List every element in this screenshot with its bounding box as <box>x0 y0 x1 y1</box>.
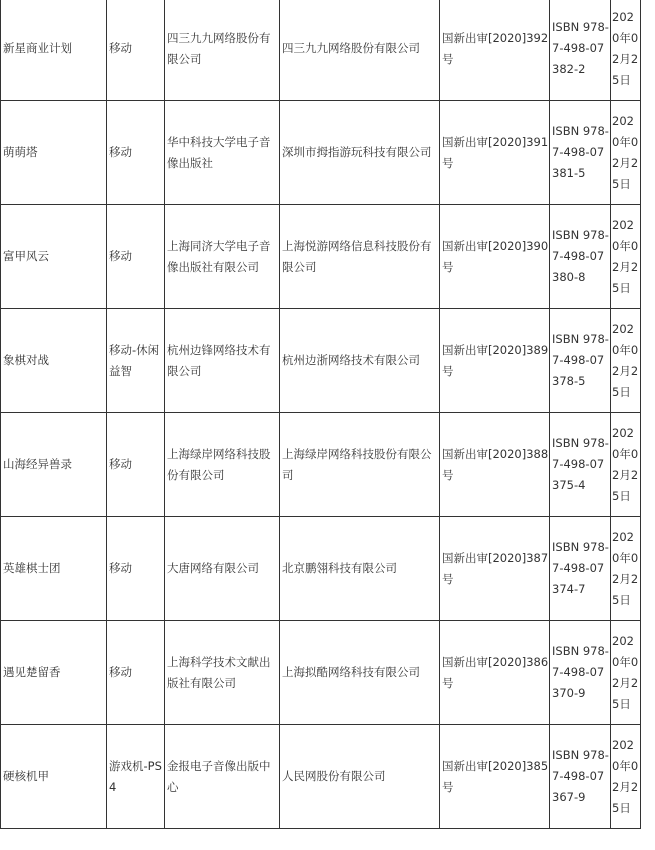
date-cell: 2020年02月25日 <box>611 725 641 829</box>
game-name-cell: 英雄棋士团 <box>1 517 107 621</box>
isbn-cell: ISBN 978-7-498-07370-9 <box>550 621 611 725</box>
approval-number-cell: 国新出审[2020]389号 <box>440 309 550 413</box>
isbn-cell: ISBN 978-7-498-07375-4 <box>550 413 611 517</box>
date-cell: 2020年02月25日 <box>611 101 641 205</box>
approval-number-cell: 国新出审[2020]392号 <box>440 0 550 101</box>
operator-cell: 上海绿岸网络科技股份有限公司 <box>280 413 440 517</box>
table-row <box>1 413 641 517</box>
publisher-cell: 金报电子音像出版中心 <box>165 725 280 829</box>
isbn-cell: ISBN 978-7-498-07382-2 <box>550 0 611 101</box>
approval-number-cell: 国新出审[2020]391号 <box>440 101 550 205</box>
operator-cell: 深圳市拇指游玩科技有限公司 <box>280 101 440 205</box>
game-name-cell: 山海经异兽录 <box>1 413 107 517</box>
platform-cell: 移动 <box>107 205 165 309</box>
date-cell: 2020年02月25日 <box>611 413 641 517</box>
publisher-cell: 上海同济大学电子音像出版社有限公司 <box>165 205 280 309</box>
operator-cell: 四三九九网络股份有限公司 <box>280 0 440 101</box>
operator-cell: 上海悦游网络信息科技股份有限公司 <box>280 205 440 309</box>
game-name-cell: 象棋对战 <box>1 309 107 413</box>
isbn-cell: ISBN 978-7-498-07374-7 <box>550 517 611 621</box>
approval-number-cell: 国新出审[2020]390号 <box>440 205 550 309</box>
table-row <box>1 621 641 725</box>
approval-number-cell: 国新出审[2020]385号 <box>440 725 550 829</box>
publisher-cell: 四三九九网络股份有限公司 <box>165 0 280 101</box>
publisher-cell: 上海绿岸网络科技股份有限公司 <box>165 413 280 517</box>
approval-number-cell: 国新出审[2020]387号 <box>440 517 550 621</box>
platform-cell: 移动 <box>107 413 165 517</box>
table-row <box>1 0 641 101</box>
platform-cell: 移动 <box>107 621 165 725</box>
platform-cell: 移动 <box>107 517 165 621</box>
approval-number-cell: 国新出审[2020]386号 <box>440 621 550 725</box>
operator-cell: 人民网股份有限公司 <box>280 725 440 829</box>
publisher-cell: 上海科学技术文献出版社有限公司 <box>165 621 280 725</box>
table-row <box>1 101 641 205</box>
operator-cell: 上海拟酷网络科技有限公司 <box>280 621 440 725</box>
table-row <box>1 309 641 413</box>
isbn-cell: ISBN 978-7-498-07378-5 <box>550 309 611 413</box>
approval-number-cell: 国新出审[2020]388号 <box>440 413 550 517</box>
platform-cell: 游戏机-PS4 <box>107 725 165 829</box>
isbn-cell: ISBN 978-7-498-07381-5 <box>550 101 611 205</box>
game-name-cell: 富甲风云 <box>1 205 107 309</box>
date-cell: 2020年02月25日 <box>611 205 641 309</box>
date-cell: 2020年02月25日 <box>611 0 641 101</box>
date-cell: 2020年02月25日 <box>611 621 641 725</box>
isbn-cell: ISBN 978-7-498-07367-9 <box>550 725 611 829</box>
publisher-cell: 大唐网络有限公司 <box>165 517 280 621</box>
date-cell: 2020年02月25日 <box>611 309 641 413</box>
game-name-cell: 萌萌塔 <box>1 101 107 205</box>
isbn-cell: ISBN 978-7-498-07380-8 <box>550 205 611 309</box>
table-row <box>1 725 641 829</box>
game-name-cell: 遇见楚留香 <box>1 621 107 725</box>
platform-cell: 移动-休闲益智 <box>107 309 165 413</box>
platform-cell: 移动 <box>107 101 165 205</box>
publisher-cell: 华中科技大学电子音像出版社 <box>165 101 280 205</box>
operator-cell: 北京鹏翎科技有限公司 <box>280 517 440 621</box>
date-cell: 2020年02月25日 <box>611 517 641 621</box>
platform-cell: 移动 <box>107 0 165 101</box>
publisher-cell: 杭州边锋网络技术有限公司 <box>165 309 280 413</box>
table-row <box>1 205 641 309</box>
game-name-cell: 新星商业计划 <box>1 0 107 101</box>
table-row <box>1 517 641 621</box>
game-name-cell: 硬核机甲 <box>1 725 107 829</box>
operator-cell: 杭州边浙网络技术有限公司 <box>280 309 440 413</box>
